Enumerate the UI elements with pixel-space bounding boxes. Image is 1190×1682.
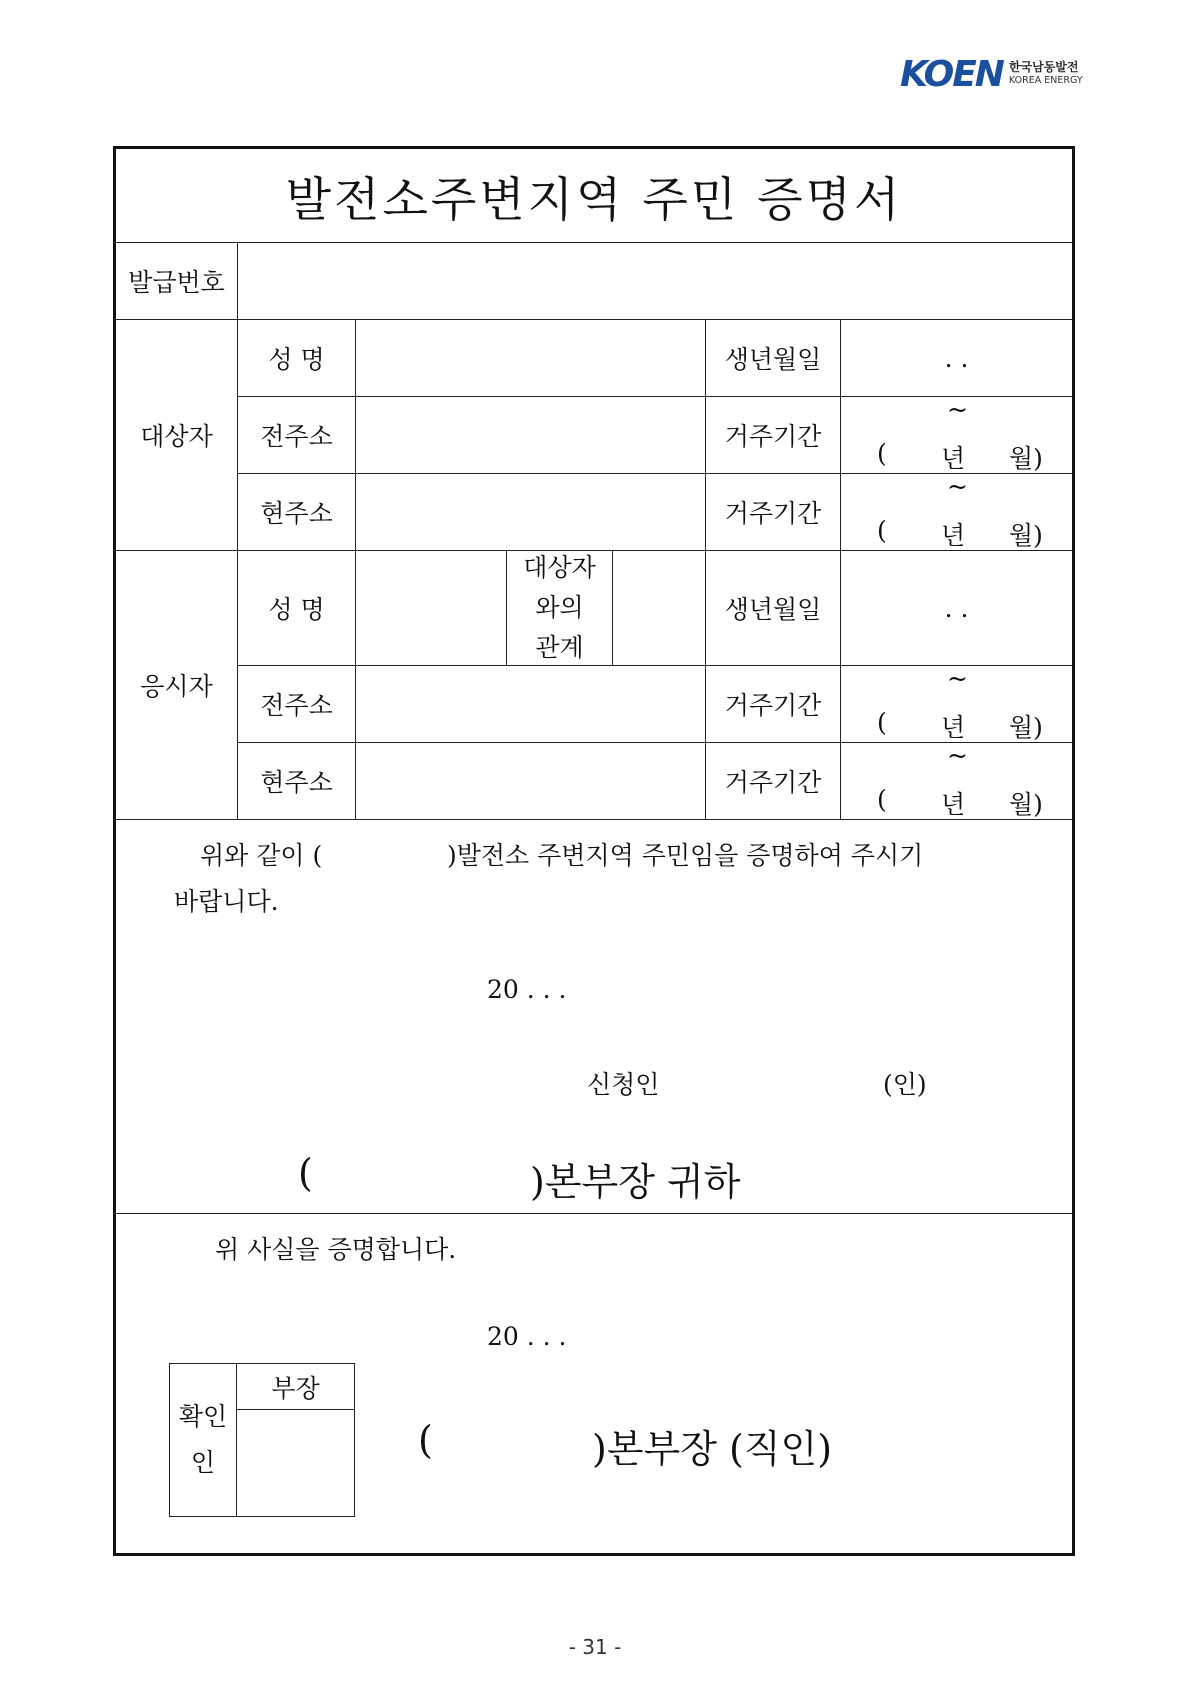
relationship-field[interactable] xyxy=(613,551,705,665)
page-number: - 31 - xyxy=(568,1635,622,1659)
applicant-current-period-field[interactable] xyxy=(841,743,1072,819)
issuer-seal-line: )본부장 (직인) xyxy=(592,1427,833,1471)
period-tilde: ~ xyxy=(947,395,968,424)
period-month: 월) xyxy=(1009,713,1043,742)
target-previous-address-label: 전주소 xyxy=(260,422,333,451)
relationship-label-line: 와의 xyxy=(535,593,584,622)
confirmation-box xyxy=(169,1363,355,1517)
applicant-previous-period-field[interactable] xyxy=(841,666,1072,742)
logo-text xyxy=(1009,61,1083,87)
applicant-previous-address-field[interactable] xyxy=(356,666,705,742)
applicant-current-address-field[interactable] xyxy=(356,743,705,819)
relationship-label-line: 대상자 xyxy=(523,553,596,582)
target-section-label: 대상자 xyxy=(140,422,213,451)
applicant-name-label: 성 명 xyxy=(268,595,325,624)
period-year: 년 xyxy=(941,790,966,819)
target-current-period-label: 거주기간 xyxy=(724,499,822,528)
manager-signature-field[interactable] xyxy=(237,1410,354,1516)
logo-english-name: KOREA ENERGY xyxy=(1008,75,1083,86)
period-year: 년 xyxy=(941,444,966,473)
confirm-label-line: 인 xyxy=(190,1448,216,1477)
target-current-address-field[interactable] xyxy=(356,474,705,550)
addressee: )본부장 귀하 xyxy=(530,1160,741,1204)
period-open-paren: ( xyxy=(877,785,887,814)
applicant-birthdate-field[interactable]: . . xyxy=(944,593,969,623)
period-month: 월) xyxy=(1009,790,1043,819)
logo-korean-name: 한국남동발전 xyxy=(1008,60,1079,74)
period-year: 년 xyxy=(941,521,966,550)
period-year: 년 xyxy=(941,713,966,742)
relationship-label xyxy=(507,551,612,665)
applicant-name-field[interactable] xyxy=(356,551,506,665)
company-logo xyxy=(900,53,1083,95)
applicant-current-address-label: 현주소 xyxy=(260,768,333,797)
certification-date: 20 . . . xyxy=(487,1322,567,1351)
applicant-section-label: 응시자 xyxy=(140,672,213,701)
target-birthdate-label: 생년월일 xyxy=(724,345,822,374)
target-current-address-label: 현주소 xyxy=(260,499,333,528)
request-text-prefix: 위와 같이 ( xyxy=(200,841,323,870)
issuer-open-paren: ( xyxy=(418,1418,433,1462)
applicant-seal: (인) xyxy=(883,1070,927,1099)
addressee-open-paren: ( xyxy=(298,1151,313,1195)
target-previous-address-field[interactable] xyxy=(356,397,705,473)
issue-number-label: 발급번호 xyxy=(128,268,225,297)
confirm-label xyxy=(170,1364,236,1516)
target-name-field[interactable] xyxy=(356,320,705,396)
target-current-period-field[interactable] xyxy=(841,474,1072,550)
form-title: 발전소주변지역 주민 증명서 xyxy=(285,172,903,228)
manager-label: 부장 xyxy=(271,1373,320,1403)
issue-number-field[interactable] xyxy=(238,243,1072,319)
period-month: 월) xyxy=(1009,444,1043,473)
target-name-label: 성 명 xyxy=(268,345,325,374)
applicant-current-period-label: 거주기간 xyxy=(724,768,822,797)
certification-statement: 위 사실을 증명합니다. xyxy=(215,1235,457,1264)
period-tilde: ~ xyxy=(947,741,968,770)
relationship-label-line: 관계 xyxy=(535,633,584,662)
request-date: 20 . . . xyxy=(487,975,567,1004)
target-previous-period-label: 거주기간 xyxy=(724,422,822,451)
applicant-previous-address-label: 전주소 xyxy=(260,691,333,720)
period-tilde: ~ xyxy=(947,472,968,501)
period-tilde: ~ xyxy=(947,664,968,693)
applicant-previous-period-label: 거주기간 xyxy=(724,691,822,720)
target-previous-period-field[interactable] xyxy=(841,397,1072,473)
period-month: 월) xyxy=(1009,521,1043,550)
target-birthdate-field[interactable]: . . xyxy=(944,343,969,373)
request-text-suffix: )발전소 주변지역 주민임을 증명하여 주시기 xyxy=(447,841,924,870)
logo-mark: KOEN xyxy=(900,53,1003,95)
period-open-paren: ( xyxy=(877,516,887,545)
period-open-paren: ( xyxy=(877,708,887,737)
period-open-paren: ( xyxy=(877,439,887,468)
applicant-label: 신청인 xyxy=(587,1070,660,1099)
request-text-line2: 바랍니다. xyxy=(174,887,279,916)
applicant-birthdate-label: 생년월일 xyxy=(724,595,822,624)
confirm-label-line: 확인 xyxy=(178,1402,228,1431)
